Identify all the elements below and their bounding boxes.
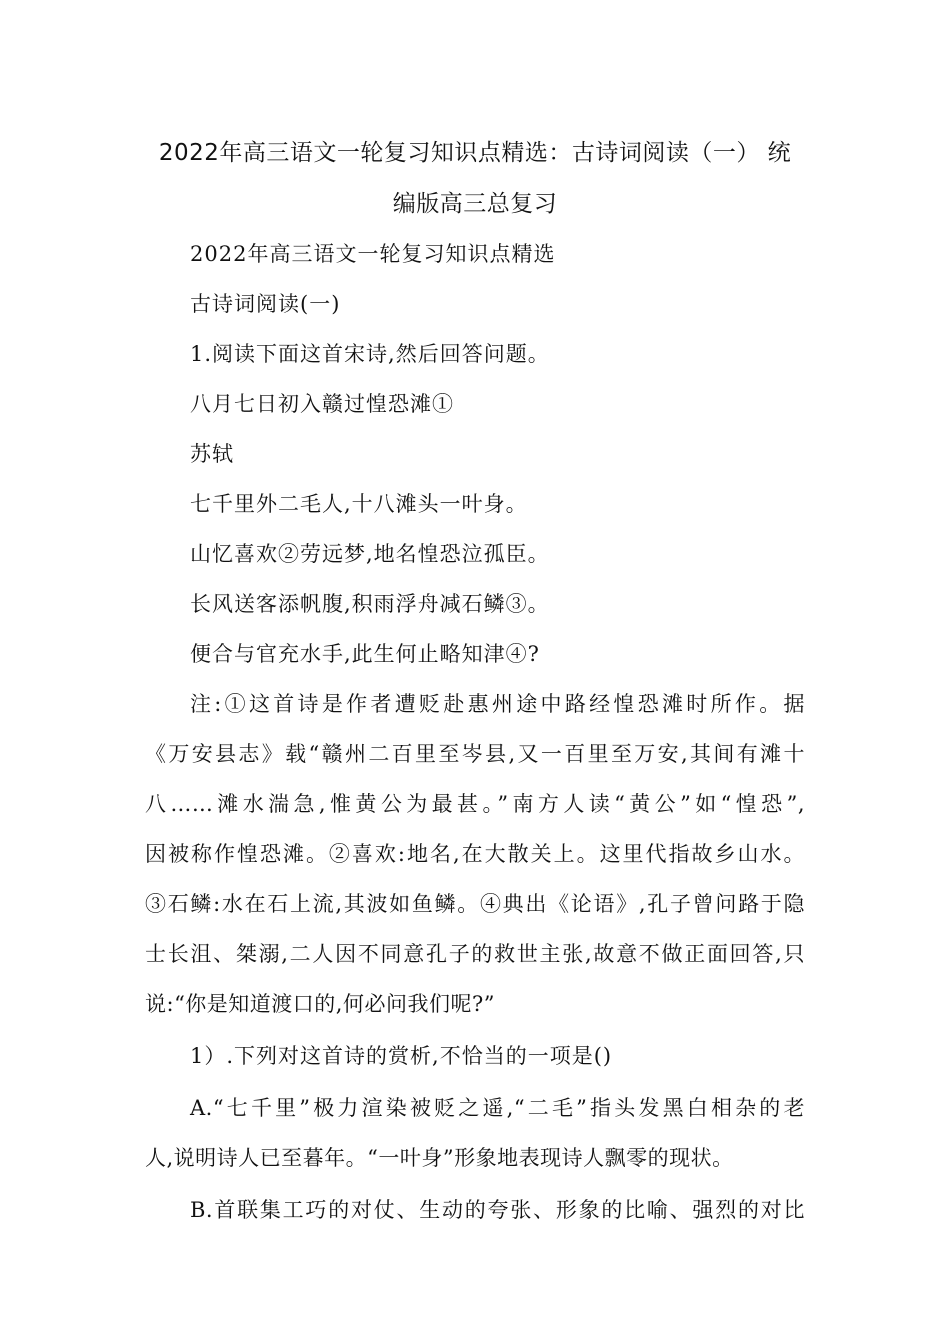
option-a-line: A.“七千里”极力渲染被贬之遥,“二毛”指头发黑白相杂的老 <box>190 1096 805 1120</box>
note-line: 八……滩水湍急,惟黄公为最甚。”南方人读“黄公”如“惶恐”, <box>145 792 805 816</box>
poem-author: 苏轼 <box>190 442 234 466</box>
poem-title: 八月七日初入赣过惶恐滩① <box>190 392 454 416</box>
poem-line: 山忆喜欢②劳远梦,地名惶恐泣孤臣。 <box>190 542 550 566</box>
note-line: 《万安县志》载“赣州二百里至岑县,又一百里至万安,其间有滩十 <box>145 742 805 766</box>
question-intro: 1.阅读下面这首宋诗,然后回答问题。 <box>190 342 550 366</box>
note-line: ③石鳞:水在石上流,其波如鱼鳞。④典出《论语》,孔子曾问路于隐 <box>145 892 805 916</box>
poem-line: 七千里外二毛人,十八滩头一叶身。 <box>190 492 528 516</box>
note-line: 因被称作惶恐滩。②喜欢:地名,在大散关上。这里代指故乡山水。 <box>145 842 805 866</box>
note-line: 注:①这首诗是作者遭贬赴惠州途中路经惶恐滩时所作。据 <box>190 692 805 716</box>
note-line: 士长沮、桀溺,二人因不同意孔子的救世主张,故意不做正面回答,只 <box>145 942 805 966</box>
option-b-line: B.首联集工巧的对仗、生动的夸张、形象的比喻、强烈的对比 <box>190 1198 805 1222</box>
subtitle: 2022年高三语文一轮复习知识点精选 <box>190 242 556 266</box>
poem-line: 便合与官充水手,此生何止略知津④? <box>190 642 540 666</box>
document-title-line-2: 编版高三总复习 <box>392 191 558 217</box>
note-line: 说:“你是知道渡口的,何必问我们呢?” <box>145 992 495 1016</box>
document-title-line-1: 2022年高三语文一轮复习知识点精选：古诗词阅读（一） 统 <box>158 140 792 166</box>
option-a-line: 人,说明诗人已至暮年。“一叶身”形象地表现诗人飘零的现状。 <box>145 1146 734 1170</box>
section-heading: 古诗词阅读(一) <box>190 292 341 316</box>
sub-question: 1）.下列对这首诗的赏析,不恰当的一项是() <box>190 1044 613 1068</box>
poem-line: 长风送客添帆腹,积雨浮舟减石鳞③。 <box>190 592 550 616</box>
